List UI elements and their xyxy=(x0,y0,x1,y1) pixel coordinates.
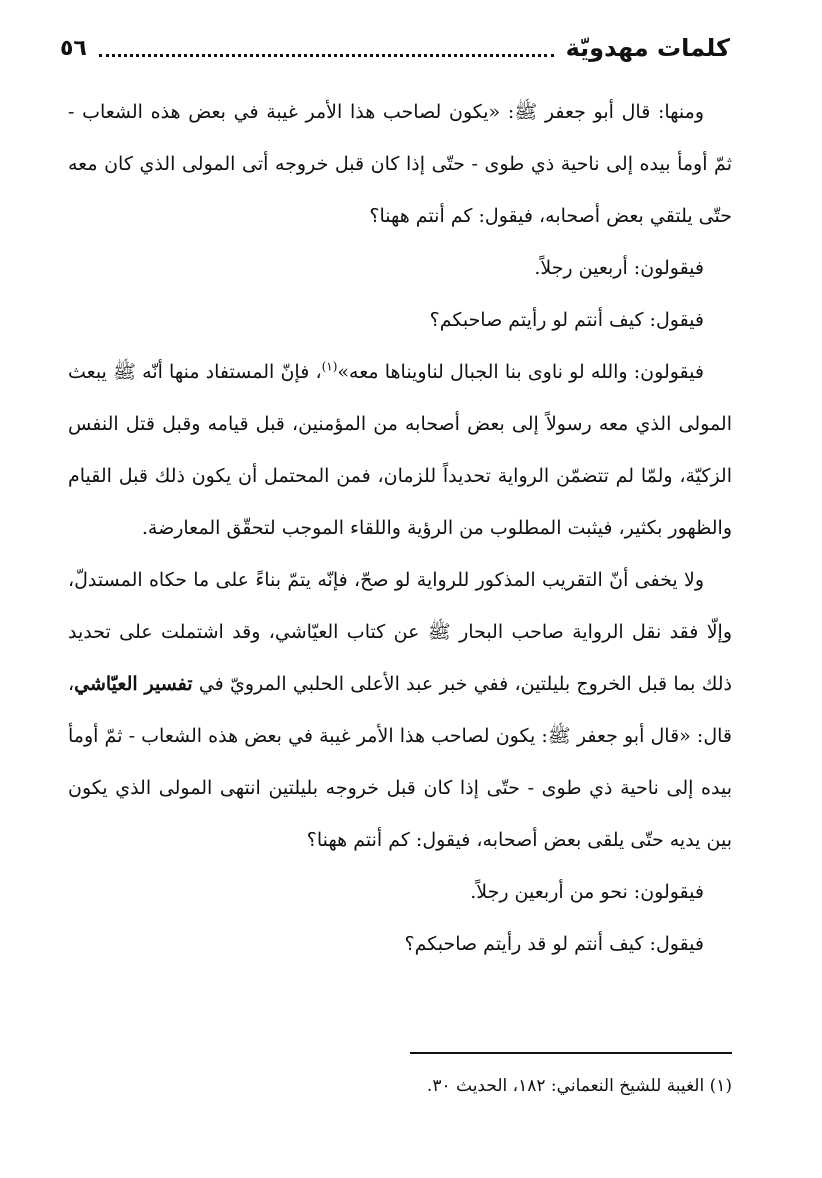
book-title: تفسير العيّاشي xyxy=(74,673,193,695)
main-text xyxy=(68,86,732,970)
paragraph-5-part-1: ولا يخفى أنّ التقريب المذكور للرواية لو صحّ، فإنّه يتمّ بناءً على ما حكاه المستدلّ، وإلّا فقد نقل الرواية صاحب البحار ﷺ عن كتاب العيّاشي، وقد اشتملت على تحديد ذلك بما قبل الخروج بليلتين، ففي خبر عبد الأعلى الحلبي المرويّ في xyxy=(68,569,732,695)
paragraph-3: فيقول: كيف أنتم لو رأيتم صاحبكم؟ xyxy=(429,309,704,331)
paragraph-4-part-2: ، فإنّ المستفاد منها أنّه ﷺ يبعث المولى الذي معه رسولاً إلى بعض أصحابه من المؤمنين، قبل قيامه وقبل قتل النفس الزكيّة، ولمّا لم تتضمّن الرواية تحديداً للزمان، فمن المحتمل أن يكون ذلك قبل القيام والظهور بكثير، فيثبت المطلوب من الرؤية واللقاء الموجب لتحقّق المعارضة. xyxy=(68,361,732,539)
footnote-reference: (١) xyxy=(321,359,338,374)
paragraph-6: فيقولون: نحو من أربعين رجلاً. xyxy=(470,881,704,903)
header-dot-leader xyxy=(99,54,554,57)
page-number: ٥٦ xyxy=(60,35,87,61)
paragraph-5 xyxy=(68,554,732,866)
paragraph-4-part-1: فيقولون: والله لو ناوى بنا الجبال لناويناها معه» xyxy=(337,361,704,383)
paragraph-5-part-2: ، قال: «قال أبو جعفر ﷺ: يكون لصاحب هذا الأمر غيبة في بعض هذه الشعاب - ثمّ أومأ بيده إلى ناحية ذي طوى - حتّى إذا كان قبل خروجه بليلتين انتهى المولى الذي يكون بين يديه حتّى يلقى بعض أصحابه، فيقول: كم أنتم ههنا؟ xyxy=(68,673,732,851)
page-header xyxy=(60,28,730,68)
paragraph-1: ومنها: قال أبو جعفر ﷺ: «يكون لصاحب هذا الأمر غيبة في بعض هذه الشعاب - ثمّ أومأ بيده إلى ناحية ذي طوى - حتّى إذا كان قبل خروجه أتى المولى الذي كان معه حتّى يلتقي بعض أصحابه، فيقول: كم أنتم ههنا؟ xyxy=(68,101,732,227)
footnote-separator xyxy=(410,1052,732,1054)
paragraph-2: فيقولون: أربعين رجلاً. xyxy=(534,257,704,279)
running-title: كلمات مهدويّة xyxy=(565,34,730,62)
footnote: (١) الغيبة للشيخ النعماني: ١٨٢، الحديث ٣٠. xyxy=(426,1076,732,1096)
paragraph-7: فيقول: كيف أنتم لو قد رأيتم صاحبكم؟ xyxy=(404,933,704,955)
paragraph-4 xyxy=(68,346,732,554)
